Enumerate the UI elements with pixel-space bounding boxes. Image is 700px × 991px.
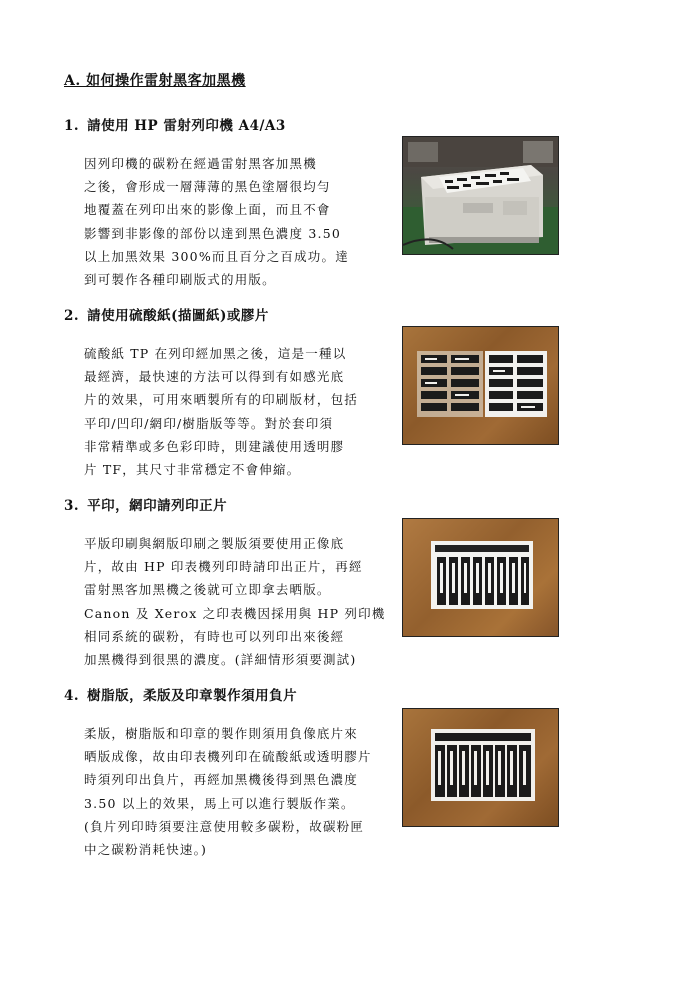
body-line: 平印/凹印/網印/樹脂版等等。對於套印須	[84, 415, 334, 431]
section-number: 3.	[64, 498, 80, 514]
section-body	[84, 342, 384, 481]
section-heading	[64, 684, 297, 704]
body-line: 3.50 以上的效果，馬上可以進行製版作業。	[84, 795, 355, 811]
section-heading	[64, 304, 269, 324]
body-line: 以上加黑效果 300%而且百分之百成功。達	[84, 248, 349, 264]
body-line: 片 TF，其尺寸非常穩定不會伸縮。	[84, 462, 301, 478]
section-heading-text: 平印，網印請列印正片	[87, 498, 228, 514]
body-line: 硫酸紙 TP 在列印經加黑之後，這是一種以	[84, 346, 347, 361]
section-number: 1.	[64, 118, 80, 134]
body-line: 晒版成像，故由印表機列印在硫酸紙或透明膠片	[84, 749, 372, 765]
positive-film-illustration	[403, 519, 558, 636]
body-line: 中之碳粉消耗快速。)	[84, 842, 208, 858]
section-number: 4.	[64, 688, 80, 704]
negative-film-photo	[402, 708, 559, 827]
tracing-paper-illustration	[403, 327, 558, 444]
positive-film-photo	[402, 518, 559, 637]
section-heading	[64, 494, 227, 514]
body-line: 最經濟，最快速的方法可以得到有如感光底	[84, 369, 345, 385]
section-heading-text: 請使用 HP 雷射列印機 A4/A3	[87, 118, 286, 134]
section-number: 2.	[64, 308, 80, 324]
body-line: (負片列印時須要注意使用較多碳粉，故碳粉匣	[84, 818, 365, 834]
body-line: 片的效果，可用來晒製所有的印刷版材，包括	[84, 392, 359, 408]
negative-film-illustration	[403, 709, 558, 826]
printer-photo	[402, 136, 559, 255]
body-line: 到可製作各種印刷版式的用版。	[84, 272, 276, 288]
body-line: 雷射黑客加黑機之後就可立即拿去晒版。	[84, 582, 331, 598]
body-line: 影響到非影像的部份以達到黑色濃度 3.50	[84, 225, 342, 241]
body-line: 因列印機的碳粉在經過雷射黑客加黑機	[84, 156, 317, 171]
section-3	[0, 494, 700, 668]
body-line: 加黑機得到很黑的濃度。(詳細情形須要測試)	[84, 652, 357, 668]
body-line: 片，故由 HP 印表機列印時請印出正片，再經	[84, 559, 363, 575]
printer-illustration	[403, 137, 558, 254]
section-heading-text: 請使用硫酸紙(描圖紙)或膠片	[87, 308, 269, 324]
section-body	[84, 722, 384, 861]
body-line: 柔版，樹脂版和印章的製作則須用負像底片來	[84, 726, 359, 741]
section-1	[0, 114, 700, 288]
body-line: Canon 及 Xerox 之印表機因採用與 HP 列印機	[84, 605, 386, 621]
section-4	[0, 684, 700, 864]
section-heading-text: 樹脂版，柔版及印章製作須用負片	[87, 688, 298, 704]
body-line: 之後，會形成一層薄薄的黑色塗層很均勻	[84, 179, 331, 195]
body-line: 地覆蓋在列印出來的影像上面，而且不會	[84, 202, 331, 218]
section-2	[0, 304, 700, 478]
body-line: 平版印刷與網版印刷之製版須要使用正像底	[84, 536, 345, 551]
body-line: 時須列印出負片，再經加黑機後得到黑色濃度	[84, 772, 359, 788]
section-body	[84, 152, 384, 291]
body-line: 相同系統的碳粉，有時也可以列印出來後經	[84, 628, 345, 644]
section-body	[84, 532, 384, 671]
document-title: A. 如何操作雷射黑客加黑機	[64, 73, 246, 89]
section-heading	[64, 114, 286, 134]
body-line: 非常精準或多色彩印時，則建議使用透明膠	[84, 438, 345, 454]
tracing-paper-photo	[402, 326, 559, 445]
